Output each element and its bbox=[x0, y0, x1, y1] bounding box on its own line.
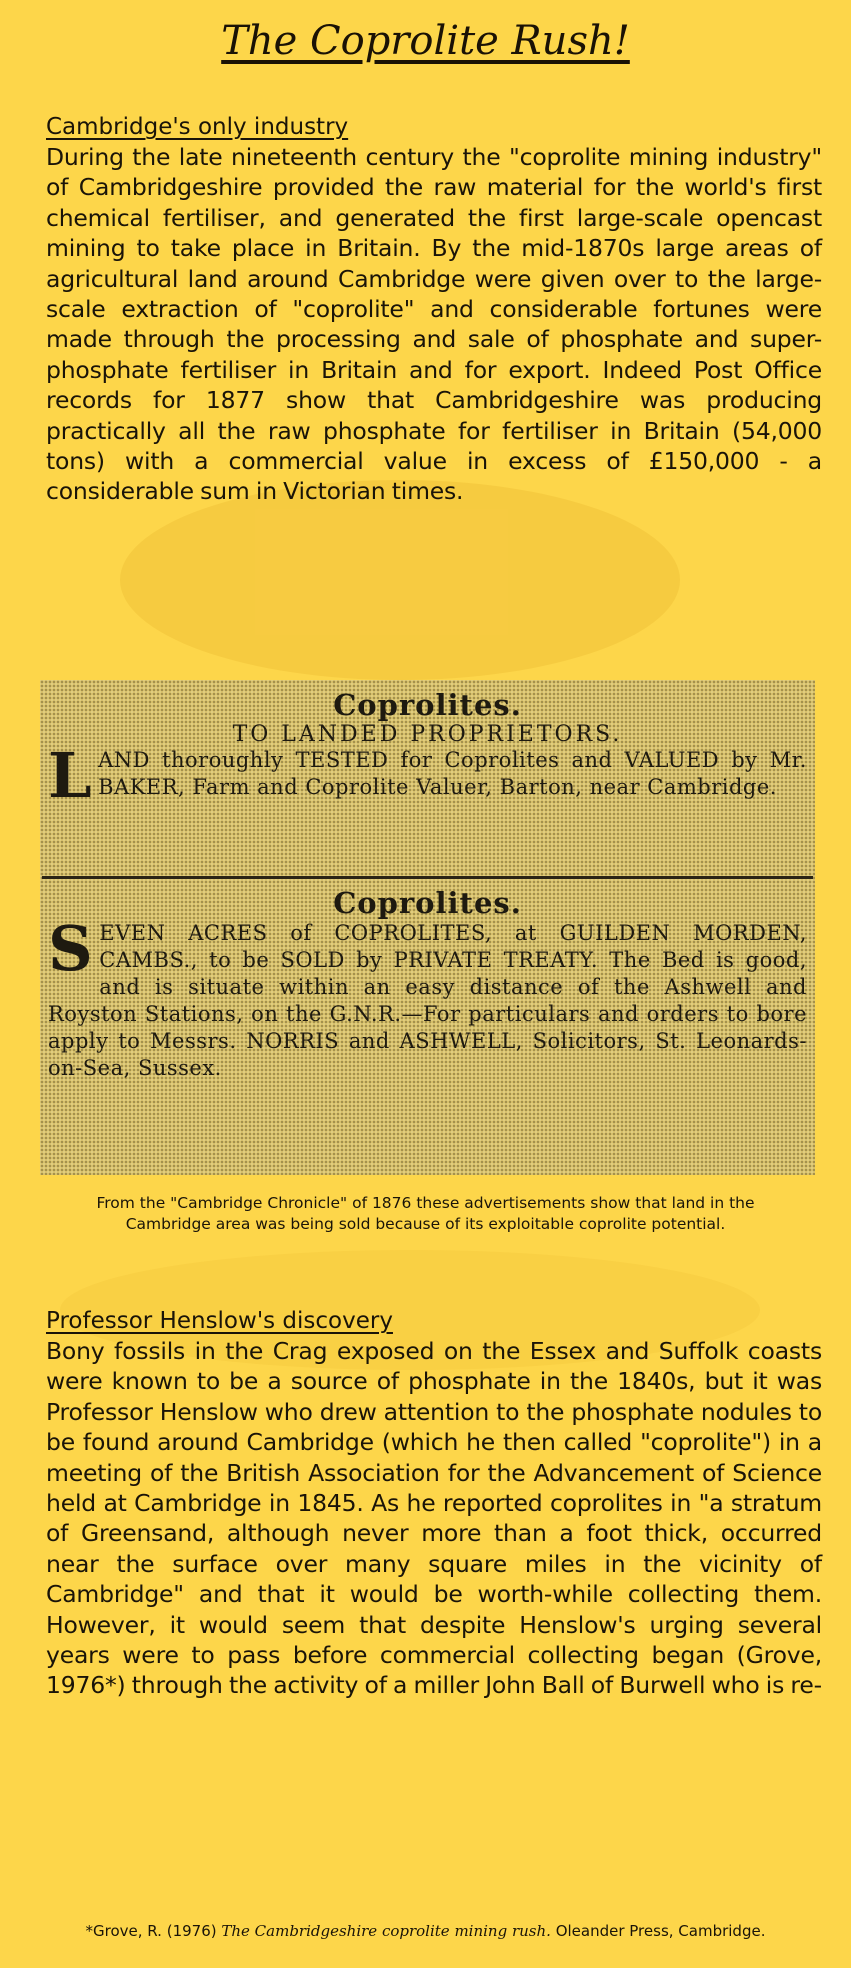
advert-heading: Coprolites. bbox=[333, 886, 522, 920]
drop-cap: L bbox=[48, 739, 93, 812]
clipping-caption bbox=[30, 1193, 821, 1235]
clipping-divider bbox=[42, 876, 813, 879]
footnote bbox=[10, 1922, 841, 1940]
footnote-publisher: Oleander Press, Cambridge. bbox=[550, 1922, 766, 1940]
page-title: The Coprolite Rush! bbox=[221, 18, 630, 64]
advert-heading: Coprolites. bbox=[333, 688, 522, 722]
advertisement-seven-acres bbox=[40, 886, 815, 1082]
section-cambridge-industry bbox=[46, 112, 822, 507]
advert-body: AND thoroughly TESTED for Coprolites and VALUED by Mr. BAKER, Farm and Coprolite Valuer, Barton, near Cambridge. bbox=[98, 748, 807, 799]
caption-line: Cambridge area was being sold because of its exploitable coprolite potential. bbox=[125, 1215, 726, 1233]
drop-cap: S bbox=[48, 912, 94, 985]
caption-line: From the "Cambridge Chronicle" of 1876 these advertisements show that land in the bbox=[96, 1194, 755, 1212]
newspaper-clipping bbox=[40, 680, 815, 1175]
section-henslow-discovery bbox=[46, 1306, 822, 1701]
advert-text bbox=[40, 912, 815, 1082]
section-heading: Cambridge's only industry bbox=[46, 114, 349, 140]
section-heading: Professor Henslow's discovery bbox=[46, 1308, 393, 1334]
advertisement-landed-proprietors bbox=[40, 688, 815, 812]
advert-body: EVEN ACRES of COPROLITES, at GUILDEN MORDEN, CAMBS., to be SOLD by PRIVATE TREATY. The Bed is good, and is situate within an easy distance of the Ashwell and Royston Stations, on the G.N.R.—For particulars and orders to bore apply to Messrs. NORRIS and ASHWELL, Solicitors, St. Leonards-on-Sea, Sussex. bbox=[48, 921, 807, 1080]
section-body: Bony fossils in the Crag exposed on the Essex and Suffolk coasts were known to be a source of phosphate in the 1840s, but it was Professor Henslow who drew attention to the phosphate nodules to be found around Cambridge (which he then called "coprolite") in a meeting of the British Association for the Advancement of Science held at Cambridge in 1845. As he reported coprolites in "a stratum of Greensand, although never more than a foot thick, occurred near the surface over many square miles in the vicinity of Cambridge" and that it would be worth-while collecting them. However, it would seem that despite Henslow's urging several years were to pass before commercial collecting began (Grove, 1976*) through the activity of a miller John Ball of Burwell who is re- bbox=[46, 1337, 822, 1700]
footnote-book-title: The Cambridgeshire coprolite mining rush. bbox=[221, 1922, 551, 1940]
advert-text bbox=[40, 739, 815, 812]
advert-subheading: TO LANDED PROPRIETORS. bbox=[232, 722, 623, 747]
section-body: During the late nineteenth century the "coprolite mining industry" of Cambridgeshire provided the raw material for the world's first chemical fertiliser, and generated the first large-scale opencast mining to take place in Britain. By the mid-1870s large areas of agricultural land around Cambridge were given over to the large-scale extraction of "coprolite" and considerable fortunes were made through the processing and sale of phosphate and super-phosphate fertiliser in Britain and for export. Indeed Post Office records for 1877 show that Cambridgeshire was producing practically all the raw phosphate for fertiliser in Britain (54,000 tons) with a commercial value in excess of £150,000 - a considerable sum in Victorian times. bbox=[46, 143, 822, 506]
background-stain bbox=[120, 480, 680, 680]
footnote-citation: *Grove, R. (1976) bbox=[85, 1922, 222, 1940]
